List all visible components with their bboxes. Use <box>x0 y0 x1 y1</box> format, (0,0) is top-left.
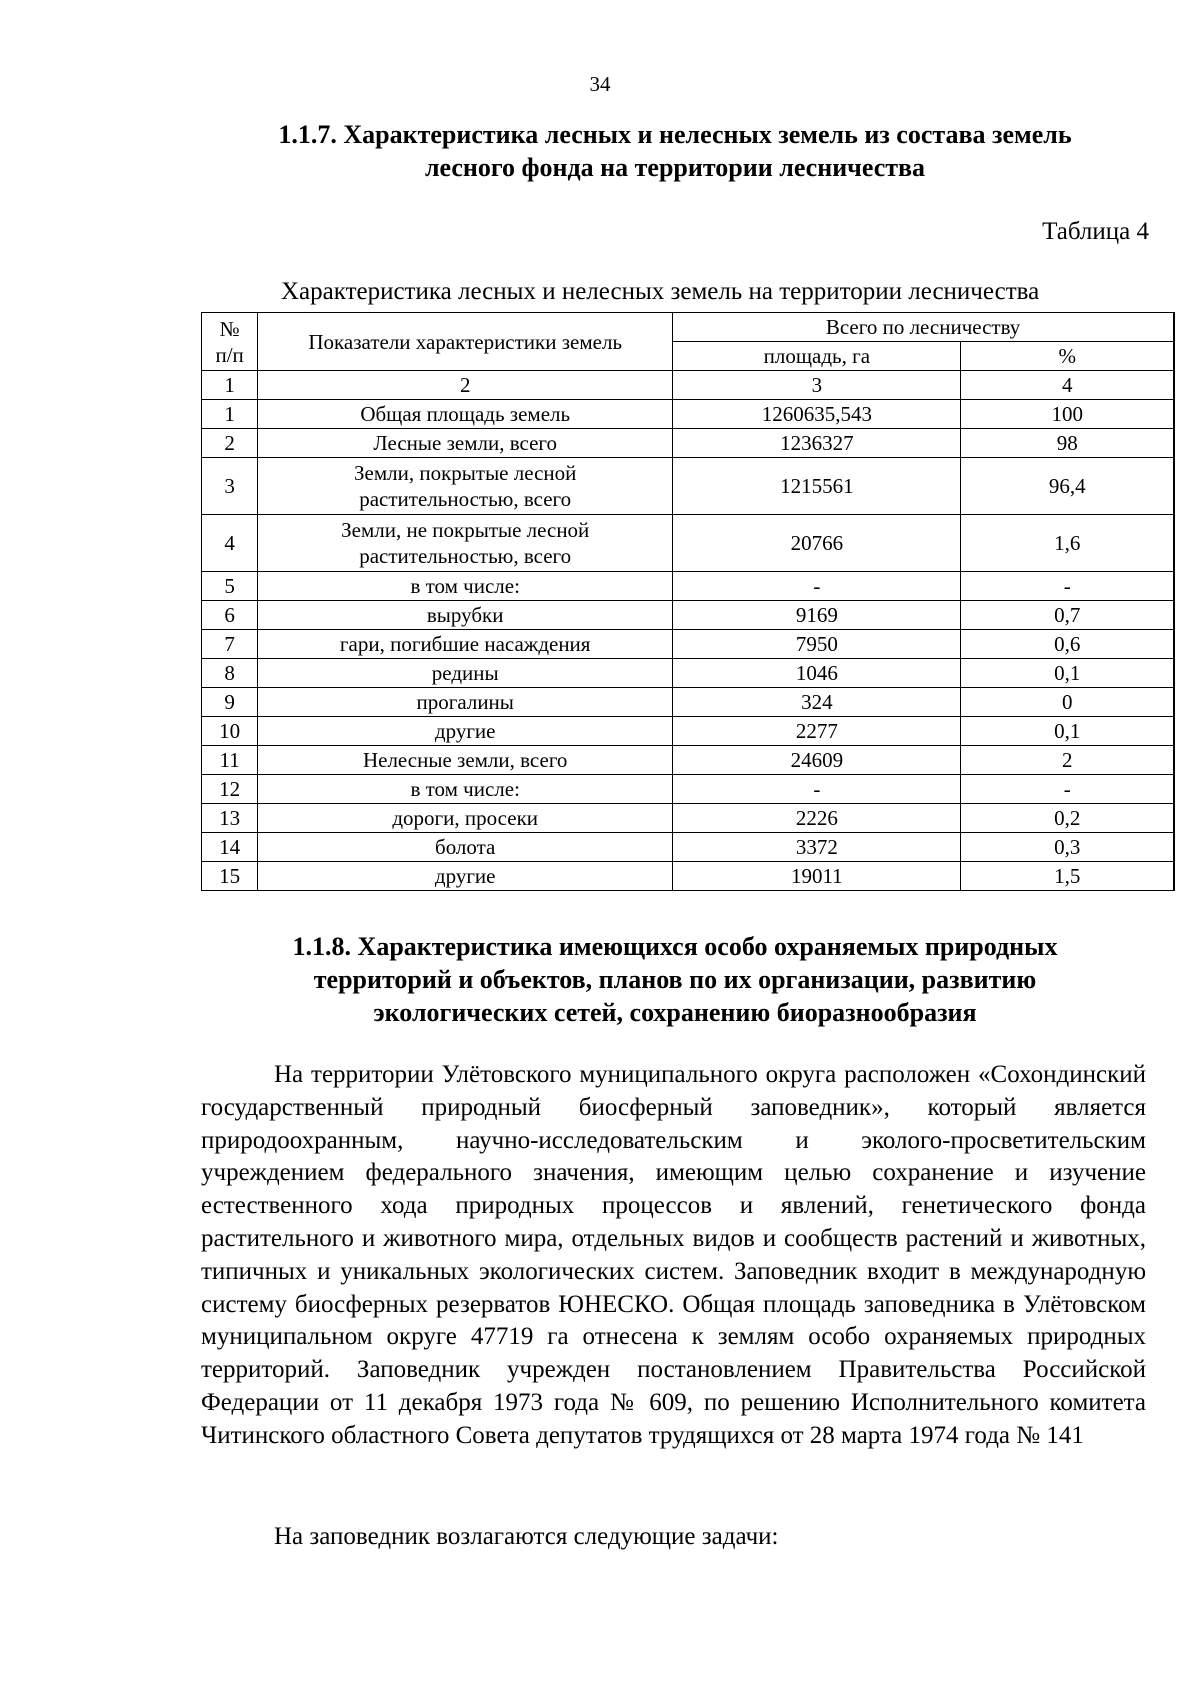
heading-line: 1.1.8. Характеристика имеющихся особо охраняемых природных <box>292 932 1058 961</box>
row-indicator: прогалины <box>258 688 673 717</box>
row-area: - <box>673 572 961 601</box>
section-heading-1-1-7 <box>200 118 1150 184</box>
row-percent: 1,5 <box>961 862 1174 891</box>
row-area: 7950 <box>673 630 961 659</box>
row-number: 9 <box>202 688 258 717</box>
row-indicator <box>258 515 673 572</box>
row-indicator-line: Земли, покрытые лесной <box>354 461 577 485</box>
heading-line: территорий и объектов, планов по их организации, развитию <box>313 965 1037 994</box>
table-row <box>202 688 1175 717</box>
row-percent: 0,2 <box>961 804 1174 833</box>
row-indicator: вырубки <box>258 601 673 630</box>
row-indicator: в том числе: <box>258 572 673 601</box>
row-indicator: Нелесные земли, всего <box>258 746 673 775</box>
row-percent: 98 <box>961 429 1174 458</box>
page-number: 34 <box>589 72 611 96</box>
row-percent: 0,1 <box>961 659 1174 688</box>
row-number: 7 <box>202 630 258 659</box>
row-area: 2226 <box>673 804 961 833</box>
row-number: 13 <box>202 804 258 833</box>
column-number: 2 <box>258 371 673 400</box>
header-number-line: № <box>219 316 240 341</box>
row-indicator: дороги, просеки <box>258 804 673 833</box>
heading-line: 1.1.7. Характеристика лесных и нелесных земель из состава земель <box>278 120 1072 149</box>
row-area: 9169 <box>673 601 961 630</box>
row-percent: - <box>961 572 1174 601</box>
row-area: 24609 <box>673 746 961 775</box>
row-indicator: Общая площадь земель <box>258 400 673 429</box>
heading-line: лесного фонда на территории лесничества <box>424 153 926 182</box>
row-percent: 0,7 <box>961 601 1174 630</box>
table-row <box>202 746 1175 775</box>
row-indicator: гари, погибшие насаждения <box>258 630 673 659</box>
row-area: 1215561 <box>673 458 961 515</box>
row-percent: 0,3 <box>961 833 1174 862</box>
row-number: 11 <box>202 746 258 775</box>
row-area: 324 <box>673 688 961 717</box>
column-number: 4 <box>961 371 1174 400</box>
column-number: 3 <box>673 371 961 400</box>
body-paragraph: На территории Улётовского муниципального округа расположен «Сохондинский государственный природный биосферный заповедник», который является природоохранным, научно-исследовательским и эколого-просветительским учреждением федерального значения, имеющим целью сохранение и изучение естественного хода природных процессов и явлений, генетического фонда растительного и животного мира, отдельных видов и сообществ растений и животных, типичных и уникальных экологических систем. Заповедник входит в международную систему биосферных резерватов ЮНЕСКО. Общая площадь заповедника в Улётовском муниципальном округе 47719 га отнесена к землям особо охраняемых природных территорий. Заповедник учрежден постановлением Правительства Российской Федерации от 11 декабря 1973 года № 609, по решению Исполнительного комитета Читинского областного Совета депутатов трудящихся от 28 марта 1974 года № 141 <box>201 1061 1146 1449</box>
row-number: 10 <box>202 717 258 746</box>
table-header-row <box>202 313 1175 342</box>
row-percent: - <box>961 775 1174 804</box>
header-number <box>202 313 258 371</box>
land-characteristics-table <box>201 312 1175 891</box>
row-indicator-line: растительностью, всего <box>359 487 572 511</box>
row-indicator: редины <box>258 659 673 688</box>
row-number: 14 <box>202 833 258 862</box>
row-indicator: в том числе: <box>258 775 673 804</box>
table-label: Таблица 4 <box>1042 218 1149 245</box>
row-number: 5 <box>202 572 258 601</box>
heading-line: экологических сетей, сохранению биоразнообразия <box>373 998 977 1027</box>
row-area: 2277 <box>673 717 961 746</box>
row-percent: 2 <box>961 746 1174 775</box>
row-percent: 0 <box>961 688 1174 717</box>
row-number: 2 <box>202 429 258 458</box>
column-number: 1 <box>202 371 258 400</box>
section-heading-1-1-8 <box>200 930 1150 1029</box>
row-area: 1046 <box>673 659 961 688</box>
row-area: 1260635,543 <box>673 400 961 429</box>
table-row <box>202 717 1175 746</box>
row-indicator-line: растительностью, всего <box>359 544 572 568</box>
header-number-line: п/п <box>215 342 244 367</box>
table-row <box>202 572 1175 601</box>
row-number: 15 <box>202 862 258 891</box>
row-area: 19011 <box>673 862 961 891</box>
row-indicator-line: Земли, не покрытые лесной <box>341 518 590 542</box>
row-percent: 100 <box>961 400 1174 429</box>
row-number: 6 <box>202 601 258 630</box>
table-row <box>202 630 1175 659</box>
table-row <box>202 775 1175 804</box>
row-indicator: другие <box>258 717 673 746</box>
row-area: - <box>673 775 961 804</box>
row-area: 1236327 <box>673 429 961 458</box>
header-area: площадь, га <box>673 342 961 371</box>
row-percent: 0,6 <box>961 630 1174 659</box>
table-row <box>202 458 1175 515</box>
row-percent: 1,6 <box>961 515 1174 572</box>
column-numbers-row <box>202 371 1175 400</box>
row-number: 8 <box>202 659 258 688</box>
table-row <box>202 659 1175 688</box>
row-indicator: болота <box>258 833 673 862</box>
table-row <box>202 862 1175 891</box>
row-percent: 0,1 <box>961 717 1174 746</box>
row-indicator: другие <box>258 862 673 891</box>
row-indicator <box>258 458 673 515</box>
row-number: 1 <box>202 400 258 429</box>
row-area: 20766 <box>673 515 961 572</box>
table-row <box>202 601 1175 630</box>
header-indicator: Показатели характеристики земель <box>258 313 673 371</box>
row-number: 12 <box>202 775 258 804</box>
table-row <box>202 804 1175 833</box>
row-area: 3372 <box>673 833 961 862</box>
table-row <box>202 400 1175 429</box>
row-number: 4 <box>202 515 258 572</box>
header-percent: % <box>961 342 1174 371</box>
table-row <box>202 515 1175 572</box>
table-caption: Характеристика лесных и нелесных земель на территории лесничества <box>281 278 1040 305</box>
row-indicator: Лесные земли, всего <box>258 429 673 458</box>
row-number: 3 <box>202 458 258 515</box>
row-percent: 96,4 <box>961 458 1174 515</box>
body-paragraph: На заповедник возлагаются следующие задачи: <box>274 1523 779 1550</box>
table-row <box>202 429 1175 458</box>
header-total: Всего по лесничеству <box>673 313 1174 342</box>
table-row <box>202 833 1175 862</box>
